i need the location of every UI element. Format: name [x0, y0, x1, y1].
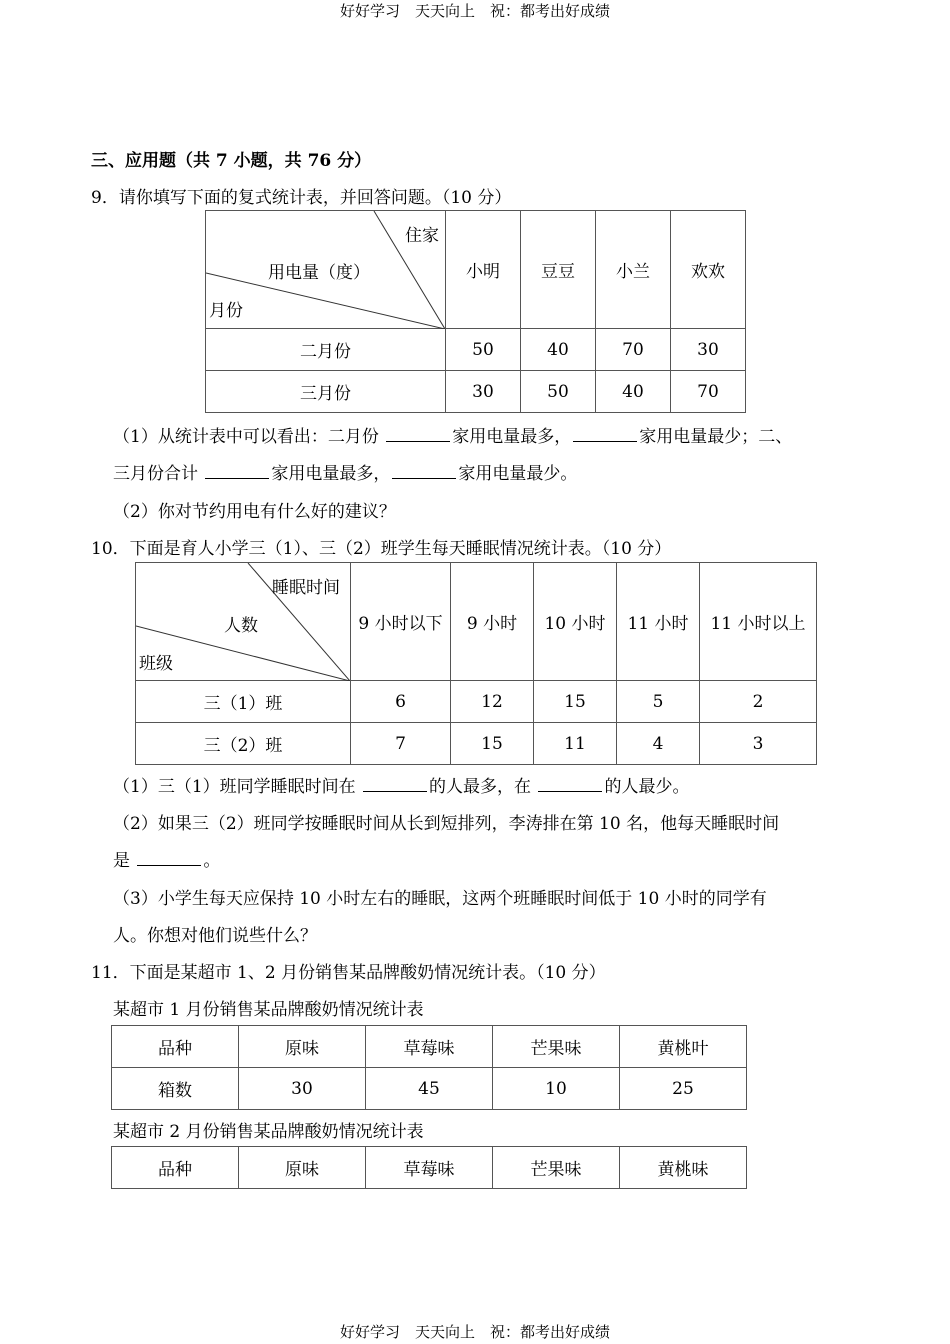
diag-bottom-label: 月份	[209, 301, 243, 321]
q10-table	[135, 562, 817, 765]
q9-sub1-text: 家用电量最少；二、	[639, 427, 793, 447]
table-cell: 40	[596, 371, 671, 413]
col-header: 欢欢	[671, 211, 746, 329]
q9-stem: 9．请你填写下面的复式统计表，并回答问题。（10 分）	[91, 188, 512, 208]
table-cell: 5	[617, 681, 700, 723]
table-row	[206, 371, 746, 413]
table-cell: 4	[617, 723, 700, 765]
q10-sub1-text: 的人最少。	[604, 777, 690, 797]
row-label: 三（1）班	[136, 681, 351, 723]
table-row	[136, 723, 817, 765]
col-header: 黄桃叶	[620, 1026, 747, 1068]
q10-sub2-text: 是	[113, 851, 130, 871]
table-cell: 6	[351, 681, 451, 723]
table-cell: 30	[446, 371, 521, 413]
row-label: 二月份	[206, 329, 446, 371]
q9-sub1-text: 三月份合计	[113, 464, 198, 484]
table-cell: 11	[534, 723, 617, 765]
q10-stem: 10．下面是育人小学三（1）、三（2）班学生每天睡眠情况统计表。（10 分）	[91, 539, 672, 559]
q11-stem: 11．下面是某超市 1、2 月份销售某品牌酸奶情况统计表。（10 分）	[91, 963, 606, 983]
table-cell: 70	[671, 371, 746, 413]
q11-table2-title: 某超市 2 月份销售某品牌酸奶情况统计表	[113, 1122, 424, 1142]
table-cell: 45	[366, 1068, 493, 1110]
answer-blank[interactable]	[137, 851, 201, 866]
q10-diagonal-header	[136, 563, 351, 681]
table-cell: 7	[351, 723, 451, 765]
col-header: 11 小时以上	[700, 563, 817, 681]
q10-sub1-text: （1）三（1）班同学睡眠时间在	[113, 777, 356, 797]
diag-bottom-label: 班级	[139, 654, 173, 674]
table-row	[206, 329, 746, 371]
table-cell: 50	[446, 329, 521, 371]
col-header: 原味	[239, 1026, 366, 1068]
diag-mid-label: 用电量（度）	[268, 263, 370, 283]
q9-sub1-line1	[113, 422, 792, 447]
q9-sub2: （2）你对节约用电有什么好的建议？	[113, 502, 396, 522]
q10-sub3-line1: （3）小学生每天应保持 10 小时左右的睡眠，这两个班睡眠时间低于 10 小时的同学有	[113, 889, 767, 909]
answer-blank[interactable]	[205, 464, 269, 479]
table-cell: 10	[493, 1068, 620, 1110]
answer-blank[interactable]	[573, 427, 637, 442]
diag-top-label: 住家	[405, 226, 439, 246]
table-cell: 15	[451, 723, 534, 765]
table-cell: 70	[596, 329, 671, 371]
q9-sub1-text: （1）从统计表中可以看出：二月份	[113, 427, 379, 447]
answer-blank[interactable]	[392, 464, 456, 479]
table-cell: 30	[239, 1068, 366, 1110]
col-header: 小明	[446, 211, 521, 329]
page-header: 好好学习 天天向上 祝：都考出好成绩	[339, 2, 610, 20]
table-header-row	[112, 1026, 747, 1068]
col-header: 10 小时	[534, 563, 617, 681]
answer-blank[interactable]	[363, 777, 427, 792]
table-cell: 30	[671, 329, 746, 371]
table-cell: 15	[534, 681, 617, 723]
col-header: 小兰	[596, 211, 671, 329]
page-footer: 好好学习 天天向上 祝：都考出好成绩	[339, 1323, 610, 1341]
col-header: 品种	[112, 1026, 239, 1068]
col-header: 9 小时	[451, 563, 534, 681]
col-header: 芒果味	[493, 1147, 620, 1189]
table-cell: 25	[620, 1068, 747, 1110]
table-row	[112, 1068, 747, 1110]
q10-sub2-line2	[113, 846, 220, 871]
section-title: 三、应用题（共 7 小题，共 76 分）	[91, 151, 372, 171]
q11-table1	[111, 1025, 747, 1110]
col-header: 11 小时	[617, 563, 700, 681]
q9-sub1-text: 家用电量最少。	[458, 464, 578, 484]
answer-blank[interactable]	[386, 427, 450, 442]
col-header: 芒果味	[493, 1026, 620, 1068]
col-header: 黄桃味	[620, 1147, 747, 1189]
table-cell: 50	[521, 371, 596, 413]
q11-table1-title: 某超市 1 月份销售某品牌酸奶情况统计表	[113, 1000, 424, 1020]
row-label: 箱数	[112, 1068, 239, 1110]
col-header: 9 小时以下	[351, 563, 451, 681]
q11-table2	[111, 1146, 747, 1189]
col-header: 品种	[112, 1147, 239, 1189]
q10-sub2-line1: （2）如果三（2）班同学按睡眠时间从长到短排列，李涛排在第 10 名，他每天睡眠时间	[113, 814, 780, 834]
q9-sub1-text: 家用电量最多，	[452, 427, 572, 447]
diag-mid-label: 人数	[224, 616, 258, 636]
q9-sub1-line2	[113, 459, 577, 484]
q10-sub1-text: 的人最多，在	[429, 777, 532, 797]
q9-table	[205, 210, 746, 413]
col-header: 豆豆	[521, 211, 596, 329]
row-label: 三（2）班	[136, 723, 351, 765]
col-header: 草莓味	[366, 1026, 493, 1068]
row-label: 三月份	[206, 371, 446, 413]
table-cell: 12	[451, 681, 534, 723]
q10-sub3-line2: 人。你想对他们说些什么？	[113, 926, 317, 946]
table-row	[136, 681, 817, 723]
table-cell: 40	[521, 329, 596, 371]
col-header: 草莓味	[366, 1147, 493, 1189]
q9-sub1-text: 家用电量最多，	[271, 464, 391, 484]
diag-top-label: 睡眠时间	[272, 578, 340, 598]
answer-blank[interactable]	[538, 777, 602, 792]
table-cell: 3	[700, 723, 817, 765]
col-header: 原味	[239, 1147, 366, 1189]
table-header-row	[112, 1147, 747, 1189]
q10-sub2-text: 。	[203, 851, 221, 871]
q9-diagonal-header	[206, 211, 446, 329]
table-cell: 2	[700, 681, 817, 723]
q10-sub1	[113, 772, 689, 797]
